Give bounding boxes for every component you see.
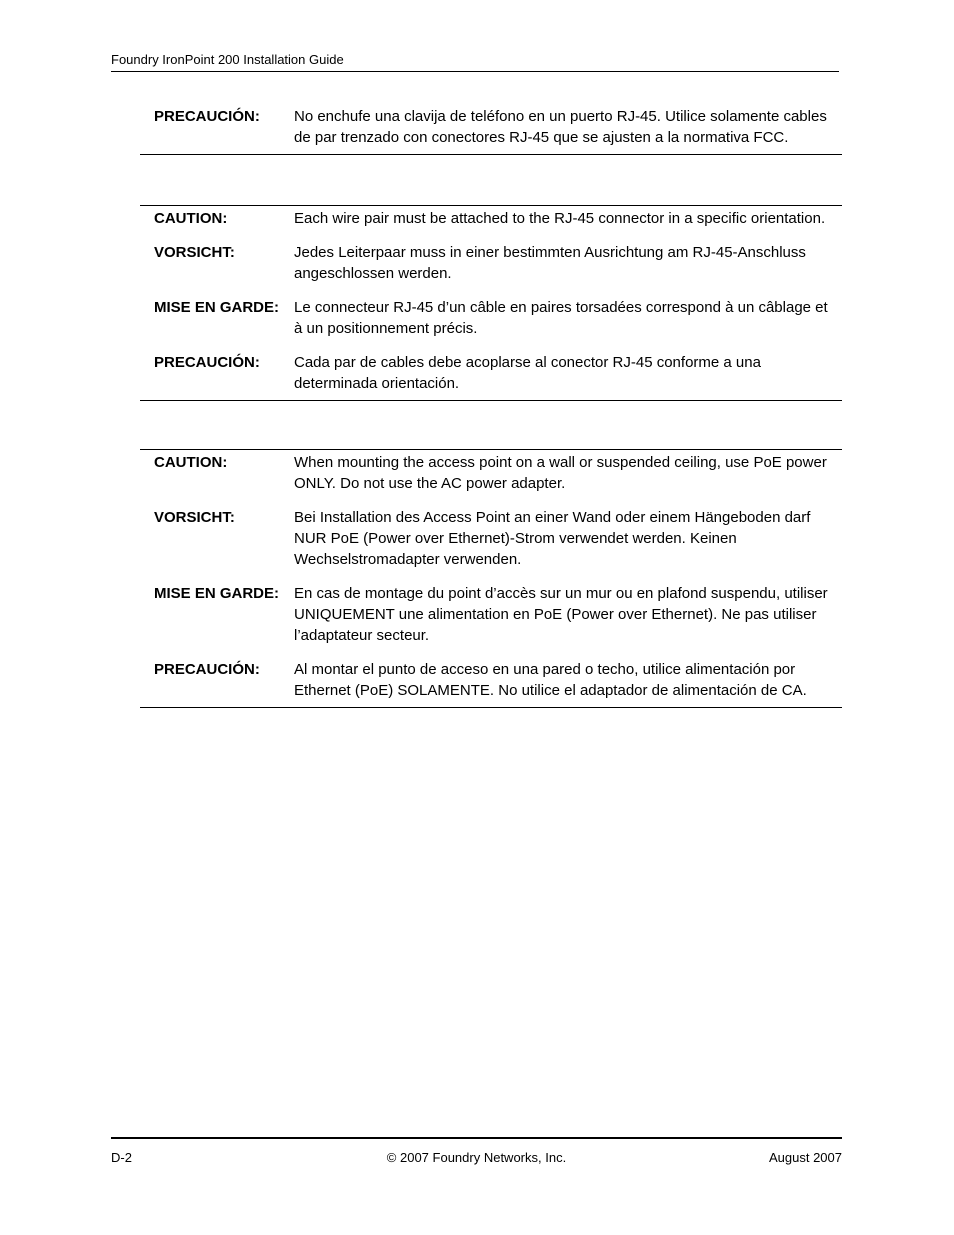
notice-row [140, 242, 842, 284]
publication-date: August 2007 [768, 1150, 842, 1165]
notice-text: When mounting the access point on a wall or suspended ceiling, use PoE power ONLY. Do not use the AC power adapter. [294, 454, 827, 492]
notice-label: CAUTION: [154, 454, 228, 471]
notice-text: En cas de montage du point d’accès sur un mur ou en plafond suspendu, utiliser UNIQUEMENT une alimentation en PoE (Power over Ethernet). Ne pas utiliser l’adaptateur secteur. [294, 585, 828, 644]
notice-text: No enchufe una clavija de teléfono en un puerto RJ-45. Utilice solamente cables de par trenzado con conectores RJ-45 que se ajusten a la normativa FCC. [294, 108, 827, 146]
notice-label: MISE EN GARDE: [154, 585, 280, 602]
notice-row [140, 297, 842, 339]
notice-row [140, 106, 842, 148]
notice-row [140, 659, 842, 701]
page-number: D-2 [111, 1150, 132, 1165]
notice-text: Bei Installation des Access Point an einer Wand oder einem Hängeboden darf NUR PoE (Power over Ethernet)-Strom verwendet werden. Keinen Wechselstromadapter verwenden. [294, 509, 811, 568]
page-footer [111, 1137, 842, 1165]
notice-row [140, 452, 842, 494]
notice-label: PRECAUCIÓN: [154, 108, 260, 125]
notice-text: Each wire pair must be attached to the RJ-45 connector in a specific orientation. [294, 210, 826, 227]
notice-label: PRECAUCIÓN: [154, 661, 260, 678]
notice-text: Cada par de cables debe acoplarse al conector RJ-45 conforme a una determinada orientación. [294, 354, 761, 392]
notice-block-rj45-phone-plug [140, 106, 842, 155]
running-header [111, 52, 839, 72]
notice-row [140, 583, 842, 646]
notice-block-wire-pair-orientation [140, 205, 842, 401]
notice-row [140, 507, 842, 570]
notice-row [140, 208, 842, 229]
notice-label: CAUTION: [154, 210, 228, 227]
notice-text: Al montar el punto de acceso en una pared o techo, utilice alimentación por Ethernet (PoE) SOLAMENTE. No utilice el adaptador de alimentación de CA. [294, 661, 807, 699]
notice-label: MISE EN GARDE: [154, 299, 280, 316]
notice-label: PRECAUCIÓN: [154, 354, 260, 371]
copyright-notice: © 2007 Foundry Networks, Inc. [386, 1150, 567, 1165]
notice-label: VORSICHT: [154, 509, 235, 526]
notice-text: Jedes Leiterpaar muss in einer bestimmten Ausrichtung am RJ-45-Anschluss angeschlossen werden. [294, 244, 806, 282]
notice-block-poe-mounting [140, 449, 842, 708]
notice-row [140, 352, 842, 394]
notice-text: Le connecteur RJ-45 d’un câble en paires torsadées correspond à un câblage et à un positionnement précis. [294, 299, 828, 337]
notice-label: VORSICHT: [154, 244, 235, 261]
document-title: Foundry IronPoint 200 Installation Guide [111, 52, 344, 67]
